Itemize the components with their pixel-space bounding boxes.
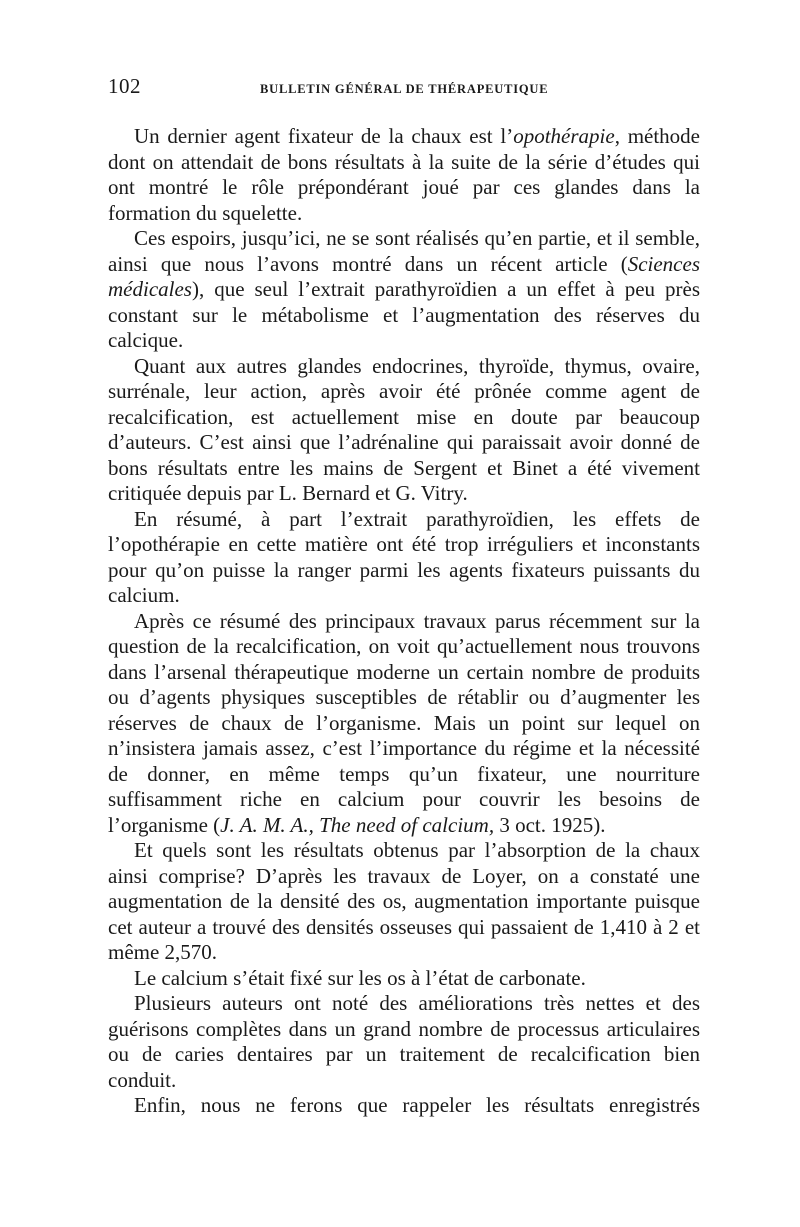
journal-citation: J. A. M. A., The need of calcium, <box>220 812 495 837</box>
running-title: BULLETIN GÉNÉRAL DE THÉRAPEUTIQUE <box>260 82 549 96</box>
journal-citation: Sciences médicales <box>108 251 700 301</box>
paragraph-resultats: Et quels sont les résultats obtenus par l’absorption de la chaux ainsi comprise? D’après les travaux de Loyer, on a constaté une augmentation de la densité des os, augmentation importante puisque cet auteur a trouvé des densités osseuses qui passaient de 1,410 à 2 et même 2,570. <box>108 838 700 964</box>
paragraph-resume: En résumé, à part l’extrait parathyroïdien, les effets de l’opothérapie en cette matière ont été trop irréguliers et inconstants pour qu’on puisse la ranger parmi les agents fixateurs puissants du calcium. <box>108 506 700 607</box>
italic-term: opothérapie <box>513 124 615 148</box>
paragraph-opotherapie <box>108 124 700 226</box>
paragraph-regime <box>108 609 700 839</box>
page-header <box>108 74 700 104</box>
paragraph-text: Après ce résumé des principaux travaux parus récemment sur la question de la recalcification, on voit qu’actuellement nous trouvons dans l’arsenal thérapeutique moderne un certain nombre de produits ou d’agents physiques susceptibles de rétablir ou d’augmenter les réserves de chaux de l’organisme. Mais un point sur lequel on n’insistera jamais assez, c’est l’importance du régime et la nécessité de donner, en même temps qu’un fixateur, une nourriture suffisamment riche en calcium pour couvrir les besoins de l’organisme ( <box>108 608 700 837</box>
paragraph-text: Ces espoirs, jusqu’ici, ne se sont réalisés qu’en partie, et il semble, ainsi que nous l’avons montré dans un récent article ( <box>108 226 700 276</box>
paragraph-text: 3 oct. 1925). <box>494 812 606 837</box>
paragraph-espoirs <box>108 226 700 354</box>
paragraph-text: Un dernier agent fixateur de la chaux est l’ <box>134 124 514 148</box>
page-number: 102 <box>108 74 141 98</box>
body-text <box>108 124 700 1119</box>
paragraph-carbonate: Le calcium s’était fixé sur les os à l’état de carbonate. <box>134 965 586 990</box>
paragraph-text: , méthode dont on attendait de bons résultats à la suite de la série d’études qui ont montré le rôle prépondérant joué par ces glandes dans la formation du squelette. <box>108 124 700 225</box>
paragraph-enfin: Enfin, nous ne ferons que rappeler les résultats enregistrés <box>134 1093 700 1117</box>
paragraph-ameliorations: Plusieurs auteurs ont noté des améliorations très nettes et des guérisons complètes dans un grand nombre de processus articulaires ou de caries dentaires par un traitement de recalcification bien conduit. <box>108 991 700 1092</box>
paragraph-glandes-endocrines: Quant aux autres glandes endocrines, thyroïde, thymus, ovaire, surrénale, leur action, après avoir été prônée comme agent de recalcification, est actuellement mise en doute par beaucoup d’auteurs. C’est ainsi que l’adrénaline qui paraissait avoir donné de bons résultats entre les mains de Sergent et Binet a été vivement critiquée depuis par L. Bernard et G. Vitry. <box>108 353 700 505</box>
paragraph-text: ), que seul l’extrait parathyroïdien a un effet à peu près constant sur le métabolisme et l’augmentation des réserves du calcique. <box>108 277 700 352</box>
